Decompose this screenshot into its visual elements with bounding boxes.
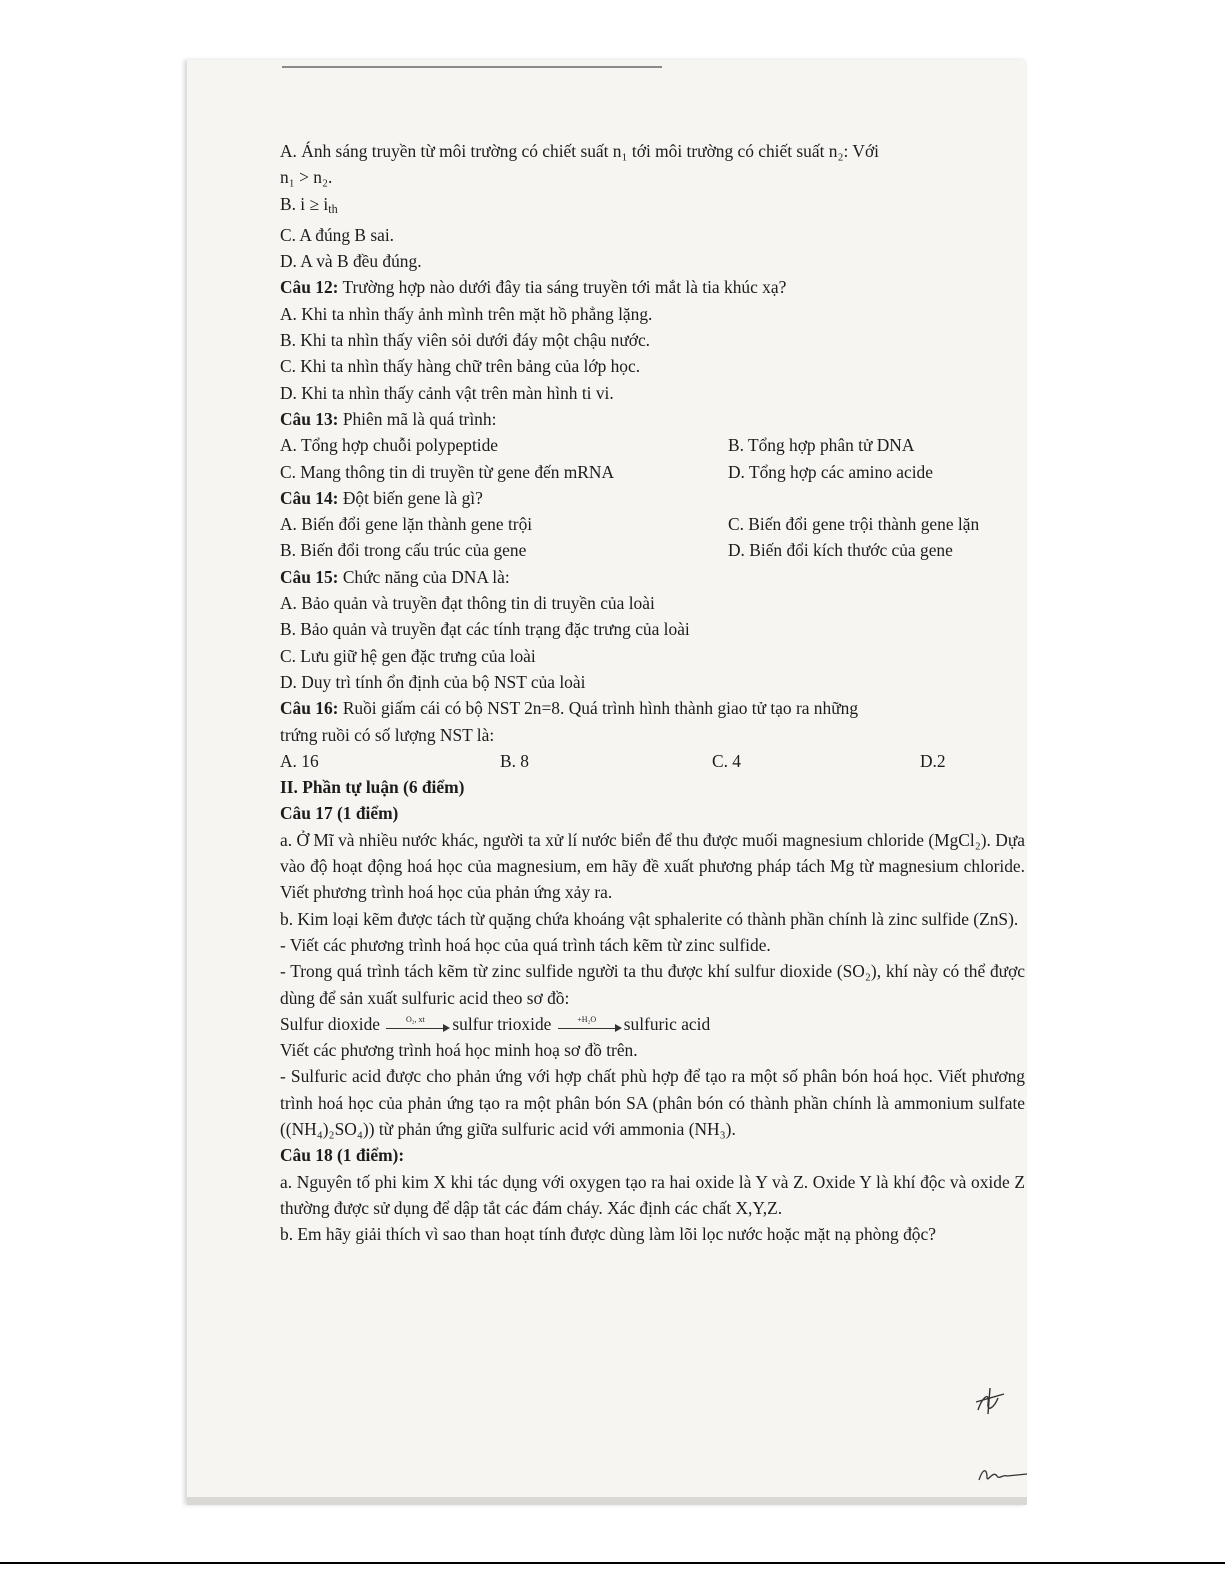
q11-option-a-line2: n₁ > n₂. xyxy=(280,167,333,188)
q13-options-row1 xyxy=(280,432,1025,458)
q17-part-b-item3: Viết các phương trình hoá học minh hoạ sơ đồ trên. xyxy=(280,1040,638,1061)
part2-heading: II. Phần tự luận (6 điểm) xyxy=(280,777,465,798)
q11-option-a-line1: A. Ánh sáng truyền từ môi trường có chiết suất n₁ tới môi trường có chiết suất n₂: Với xyxy=(280,141,879,161)
page-bottom-edge xyxy=(187,1497,1027,1505)
q12-question xyxy=(280,274,1025,300)
q11-option-b xyxy=(280,191,1025,222)
page-edge-line xyxy=(282,66,662,68)
q11-option-c: C. A đúng B sai. xyxy=(280,224,395,245)
q12-label: Câu 12: xyxy=(280,277,339,298)
q15-option-c: C. Lưu giữ hệ gen đặc trưng của loài xyxy=(280,645,536,666)
q15-question xyxy=(280,564,1025,590)
q14-options-row1 xyxy=(280,511,1025,537)
q14-options-row2 xyxy=(280,537,1025,563)
q18-heading: Câu 18 (1 điểm): xyxy=(280,1145,405,1166)
scheme-middle: sulfur trioxide xyxy=(452,1013,552,1034)
q12-text: Trường hợp nào dưới đây tia sáng truyền tới mắt là tia khúc xạ? xyxy=(338,277,787,298)
q14-option-d: D. Biến đổi kích thước của gene xyxy=(728,540,953,561)
q12-option-d: D. Khi ta nhìn thấy cảnh vật trên màn hình ti vi. xyxy=(280,382,614,403)
q15-option-b: B. Bảo quản và truyền đạt các tính trạng đặc trưng của loài xyxy=(280,619,690,640)
arrow-2-label: +H₂O xyxy=(577,1014,597,1024)
q16-option-d: D.2 xyxy=(920,750,946,771)
q16-question-line2: trứng ruồi có số lượng NST là: xyxy=(280,724,495,745)
exam-content xyxy=(280,138,1025,1247)
q15-label: Câu 15: xyxy=(280,566,339,587)
scheme-start: Sulfur dioxide xyxy=(280,1013,380,1034)
q18-part-a: a. Nguyên tố phi kim X khi tác dụng với oxygen tạo ra hai oxide là Y và Z. Oxide Y là khí độc và oxide Z thường được sử dụng để dập tắt các đám cháy. Xác định các chất X,Y,Z. xyxy=(280,1171,1025,1218)
q16-label: Câu 16: xyxy=(280,698,339,719)
q13-option-b: B. Tổng hợp phân tử DNA xyxy=(728,435,915,456)
q13-option-c: C. Mang thông tin di truyền từ gene đến mRNA xyxy=(280,461,615,482)
q13-options-row2 xyxy=(280,459,1025,485)
q12-option-c: C. Khi ta nhìn thấy hàng chữ trên bảng của lớp học. xyxy=(280,356,641,377)
q17-part-b: b. Kim loại kẽm được tách từ quặng chứa khoáng vật sphalerite có thành phần chính là zinc sulfide (ZnS). xyxy=(280,908,1019,929)
q16-question-line1 xyxy=(280,695,1025,721)
scheme-end: sulfuric acid xyxy=(623,1013,711,1034)
q16-option-a: A. 16 xyxy=(280,750,319,771)
q14-text: Đột biến gene là gì? xyxy=(338,487,483,508)
q16-option-b: B. 8 xyxy=(500,750,529,771)
q13-label: Câu 13: xyxy=(280,408,339,429)
q11-option-b-subscript: th xyxy=(328,201,338,216)
q17-part-a: a. Ở Mĩ và nhiều nước khác, người ta xử lí nước biển để thu được muối magnesium chloride (MgCl₂). Dựa vào độ hoạt động hoá học của magnesium, em hãy đề xuất phương pháp tách Mg từ magnesium chloride. Viết phương trình hoá học của phản ứng xảy ra. xyxy=(280,829,1025,903)
q13-option-d: D. Tổng hợp các amino acide xyxy=(728,461,933,482)
q12-option-a: A. Khi ta nhìn thấy ảnh mình trên mặt hồ phẳng lặng. xyxy=(280,303,653,324)
q17-part-b-item2: - Trong quá trình tách kẽm từ zinc sulfide người ta thu được khí sulfur dioxide (SO₂), khí này có thể được dùng để sản xuất sulfuric acid theo sơ đồ: xyxy=(280,961,1025,1008)
q14-question xyxy=(280,485,1025,511)
q13-option-a: A. Tổng hợp chuỗi polypeptide xyxy=(280,435,499,456)
reaction-arrow-1 xyxy=(386,1014,450,1033)
handwritten-signature xyxy=(968,1380,1008,1420)
q15-text: Chức năng của DNA là: xyxy=(338,566,510,587)
q17-reaction-scheme xyxy=(280,1011,1025,1037)
q14-option-b: B. Biến đổi trong cấu trúc của gene xyxy=(280,540,527,561)
q18-part-b: b. Em hãy giải thích vì sao than hoạt tính được dùng làm lõi lọc nước hoặc mặt nạ phòng độc? xyxy=(280,1224,936,1245)
q11-option-d: D. A và B đều đúng. xyxy=(280,251,422,272)
q16-option-c: C. 4 xyxy=(712,750,741,771)
q17-part-b-item1: - Viết các phương trình hoá học của quá trình tách kẽm từ zinc sulfide. xyxy=(280,934,771,955)
q11-option-b-text: B. i ≥ i xyxy=(280,193,329,214)
q14-option-c: C. Biến đổi gene trội thành gene lặn xyxy=(728,514,980,535)
q16-text: Ruồi giấm cái có bộ NST 2n=8. Quá trình hình thành giao tử tạo ra những xyxy=(338,698,859,719)
handwritten-initials xyxy=(975,1462,1030,1486)
q15-option-d: D. Duy trì tính ổn định của bộ NST của loài xyxy=(280,671,586,692)
q14-label: Câu 14: xyxy=(280,487,339,508)
q17-part-b-item4: - Sulfuric acid được cho phản ứng với hợp chất phù hợp để tạo ra một số phân bón hoá học. Viết phương trình hoá học của phản ứng tạo ra một phân bón SA (phân bón có thành phần chính là ammonium sulfate ((NH₄)₂SO₄)) từ phản ứng giữa sulfuric acid với ammonia (NH₃). xyxy=(280,1066,1025,1139)
q15-option-a: A. Bảo quản và truyền đạt thông tin di truyền của loài xyxy=(280,593,655,614)
reaction-arrow-2 xyxy=(558,1014,622,1033)
q13-text: Phiên mã là quá trình: xyxy=(338,408,497,429)
q12-option-b: B. Khi ta nhìn thấy viên sỏi dưới đáy một chậu nước. xyxy=(280,330,651,351)
q14-option-a: A. Biến đổi gene lặn thành gene trội xyxy=(280,514,533,535)
arrow-1-label: O₂, xt xyxy=(405,1014,425,1024)
q13-question xyxy=(280,406,1025,432)
q17-heading: Câu 17 (1 điểm) xyxy=(280,803,399,824)
scan-frame-line xyxy=(0,1562,1225,1564)
q16-options-row xyxy=(280,748,1025,774)
